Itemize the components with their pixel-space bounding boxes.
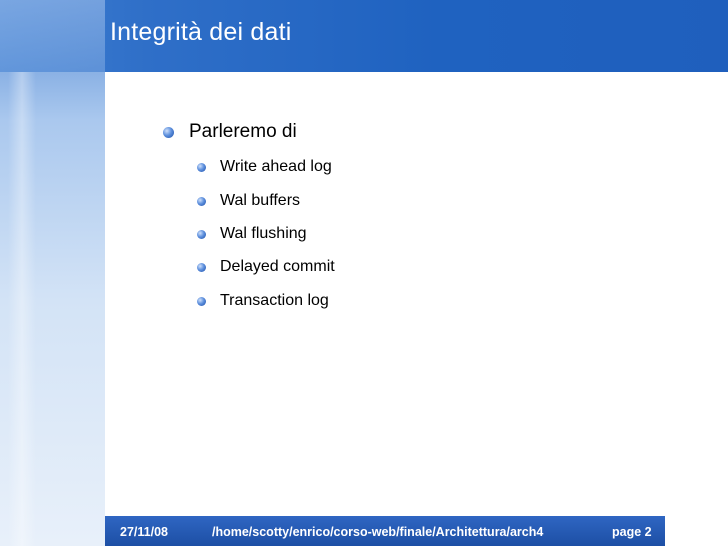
- bullet-dot-icon: [197, 230, 206, 239]
- sub-bullet-text: Transaction log: [220, 292, 329, 309]
- sub-bullet: [197, 292, 329, 310]
- slide-title: Integrità dei dati: [110, 18, 292, 46]
- bullet-dot-icon: [197, 197, 206, 206]
- side-decoration: [0, 0, 105, 546]
- sub-bullet: [197, 225, 307, 243]
- bullet-dot-icon: [163, 127, 174, 138]
- footer-page-number: page 2: [612, 525, 652, 539]
- slide-footer: [105, 516, 665, 546]
- sub-bullet-text: Delayed commit: [220, 258, 335, 275]
- sub-bullet-text: Write ahead log: [220, 158, 332, 175]
- main-bullet: [163, 121, 297, 143]
- title-glow: [0, 0, 105, 72]
- sub-bullet: [197, 258, 335, 276]
- bullet-dot-icon: [197, 263, 206, 272]
- footer-edge: [665, 516, 728, 546]
- bullet-dot-icon: [197, 163, 206, 172]
- footer-date: 27/11/08: [120, 525, 168, 539]
- bullet-dot-icon: [197, 297, 206, 306]
- title-band: [0, 0, 728, 72]
- sub-bullet-text: Wal buffers: [220, 192, 301, 209]
- sub-bullet: [197, 158, 332, 176]
- footer-path: /home/scotty/enrico/corso-web/finale/Architettura/arch4: [212, 525, 544, 539]
- sub-bullet: [197, 192, 300, 210]
- sub-bullet-text: Wal flushing: [220, 225, 307, 242]
- main-bullet-text: Parleremo di: [189, 121, 297, 142]
- side-shine: [8, 0, 36, 546]
